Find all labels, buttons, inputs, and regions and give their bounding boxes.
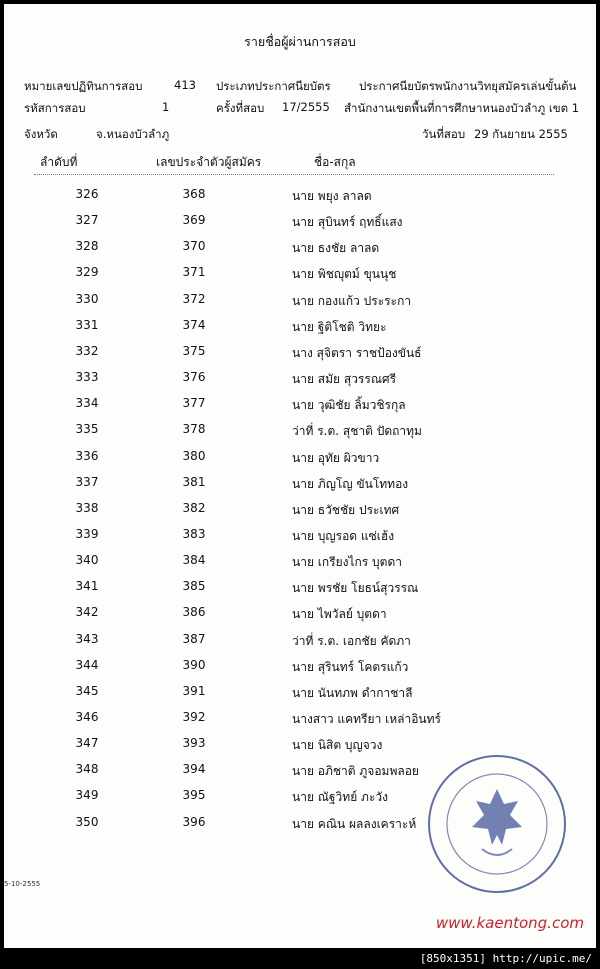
row-order: 329 xyxy=(75,265,99,280)
table-row xyxy=(4,265,596,285)
row-name: นาย อภิชาติ ภูจอมพลอย xyxy=(292,764,419,779)
exam-date-label: วันที่สอบ xyxy=(422,127,466,141)
row-applicant-no: 396 xyxy=(182,814,206,829)
row-name: นางสาว แคทรียา เหล่าอินทร์ xyxy=(292,712,441,726)
row-applicant-no: 392 xyxy=(182,710,206,724)
table-row xyxy=(4,239,596,259)
row-name: นาย วุฒิชัย ลิ้มวชิรกุล xyxy=(292,398,406,413)
table-row xyxy=(4,396,596,416)
row-name: ว่าที่ ร.ต. สุชาติ ปัดถาทุม xyxy=(292,424,422,439)
row-order: 350 xyxy=(75,814,99,829)
cert-type-label: ประเภทประกาศนียบัตร xyxy=(216,79,331,93)
table-row xyxy=(4,187,596,207)
row-name: นาย คณิน ผลลงเคราะห์ xyxy=(292,816,417,831)
row-applicant-no: 386 xyxy=(182,605,206,620)
row-name: นาย บุญรอด แซ่เฮ้ง xyxy=(292,528,395,543)
row-applicant-no: 380 xyxy=(182,448,206,463)
table-row xyxy=(4,449,596,469)
table-row xyxy=(4,422,596,442)
row-applicant-no: 377 xyxy=(182,396,206,411)
row-applicant-no: 381 xyxy=(182,474,206,489)
row-applicant-no: 387 xyxy=(182,631,206,646)
row-name: นาย นันทภพ ดำกาชาลี xyxy=(292,685,413,700)
table-row xyxy=(4,553,596,573)
table-row xyxy=(4,501,596,521)
row-order: 343 xyxy=(75,631,99,646)
table-row xyxy=(4,370,596,390)
exam-code-label: รหัสการสอบ xyxy=(24,101,86,115)
table-row xyxy=(4,213,596,233)
row-applicant-no: 371 xyxy=(182,265,206,280)
table-row xyxy=(4,292,596,312)
row-applicant-no: 369 xyxy=(182,213,206,228)
row-applicant-no: 375 xyxy=(182,343,206,358)
exam-center-value: 413 xyxy=(174,78,196,92)
row-name: นาย ณัฐวิทย์ ภะวัง xyxy=(292,790,388,805)
row-name: นาย เกรียงไกร บุตดา xyxy=(292,555,402,570)
row-order: 328 xyxy=(75,239,99,254)
row-applicant-no: 384 xyxy=(182,553,206,568)
column-order: ลำดับที่ xyxy=(40,155,78,169)
row-name: ว่าที่ ร.ต. เอกชัย คัดภา xyxy=(292,633,411,648)
row-applicant-no: 376 xyxy=(182,370,206,385)
exam-date-value: 29 กันยายน 2555 xyxy=(474,127,568,141)
row-order: 336 xyxy=(75,448,99,463)
table-row xyxy=(4,658,596,678)
row-order: 340 xyxy=(75,553,99,568)
row-order: 338 xyxy=(75,500,99,515)
row-name: นาย พยุง ลาลด xyxy=(292,189,372,203)
table-row xyxy=(4,475,596,495)
row-order: 331 xyxy=(75,317,99,332)
province-value: จ.หนองบัวลำภู xyxy=(96,127,170,141)
row-order: 346 xyxy=(75,710,99,724)
table-row xyxy=(4,605,596,625)
table-row xyxy=(4,344,596,364)
row-name: นาย ฐิติโชติ วิทยะ xyxy=(292,319,387,334)
round-label: ครั้งที่สอบ xyxy=(216,101,265,115)
row-name: นาย พรชัย โยธน์สุวรรณ xyxy=(292,581,419,596)
row-name: นาย สุบินทร์ ฤทธิ์แสง xyxy=(292,215,403,230)
row-order: 326 xyxy=(75,187,99,201)
row-applicant-no: 394 xyxy=(182,762,206,777)
row-applicant-no: 378 xyxy=(182,422,206,437)
header-divider xyxy=(34,174,554,175)
footer-date: 5-10-2555 xyxy=(4,880,41,888)
row-name: นาย พิชญุตม์ ขุนนุช xyxy=(292,267,397,282)
row-order: 347 xyxy=(75,736,99,751)
row-applicant-no: 395 xyxy=(182,788,206,803)
row-applicant-no: 391 xyxy=(182,683,206,698)
office-value: สำนักงานเขตพื้นที่การศึกษาหนองบัวลำภู เขต 1 xyxy=(344,101,580,115)
row-applicant-no: 383 xyxy=(182,526,206,541)
row-applicant-no: 390 xyxy=(182,657,206,672)
table-row xyxy=(4,710,596,730)
row-order: 337 xyxy=(75,474,99,489)
column-name: ชื่อ-สกุล xyxy=(314,155,356,169)
row-order: 332 xyxy=(75,343,99,358)
row-name: นาย นิสิต บุญจวง xyxy=(292,738,383,753)
row-name: นาย กองแก้ว ประระกา xyxy=(292,293,412,308)
round-value: 17/2555 xyxy=(282,100,330,114)
row-applicant-no: 382 xyxy=(182,500,206,515)
row-applicant-no: 372 xyxy=(182,291,206,306)
row-order: 333 xyxy=(75,370,99,385)
row-applicant-no: 370 xyxy=(182,239,206,254)
table-row xyxy=(4,632,596,652)
row-name: นาย ไพวัลย์ บุตดา xyxy=(292,607,387,622)
row-order: 342 xyxy=(75,605,99,620)
row-name: นาย ธวัชชัย ประเทศ xyxy=(292,502,400,517)
watermark: www.kaentong.com xyxy=(435,914,584,932)
row-applicant-no: 385 xyxy=(182,579,206,594)
row-name: นาง สุจิตรา ราชป้องขันธ์ xyxy=(292,345,422,360)
cert-type-value: ประกาศนียบัตรพนักงานวิทยุสมัครเล่นขั้นต้น xyxy=(359,79,577,93)
official-seal-icon xyxy=(422,749,572,899)
row-order: 348 xyxy=(75,762,99,777)
column-applicant-no: เลขประจำตัวผู้สมัคร xyxy=(156,155,262,169)
row-applicant-no: 393 xyxy=(182,736,206,751)
province-label: จังหวัด xyxy=(24,127,58,141)
image-info-text: [850x1351] http://upic.me/ xyxy=(419,952,592,965)
exam-center-label: หมายเลขปฏิทินการสอบ xyxy=(24,79,143,93)
exam-code-value: 1 xyxy=(162,100,170,114)
row-applicant-no: 374 xyxy=(182,317,206,332)
row-name: นาย อุทัย ผิวขาว xyxy=(292,450,380,465)
row-applicant-no: 368 xyxy=(182,187,206,201)
table-row xyxy=(4,684,596,704)
row-order: 341 xyxy=(75,579,99,594)
row-order: 345 xyxy=(75,683,99,698)
document-title: รายชื่อผู้ผ่านการสอบ xyxy=(244,34,356,49)
row-order: 334 xyxy=(75,396,99,411)
image-info-bar xyxy=(0,950,600,969)
row-order: 339 xyxy=(75,526,99,541)
row-order: 330 xyxy=(75,291,99,306)
row-order: 349 xyxy=(75,788,99,803)
row-name: นาย สมัย สุวรรณศรี xyxy=(292,372,397,387)
row-order: 335 xyxy=(75,422,99,437)
row-name: นาย ภิญโญ ขันโททอง xyxy=(292,476,409,491)
row-name: นาย ธงชัย ลาลด xyxy=(292,241,380,256)
row-order: 327 xyxy=(75,213,99,228)
table-row xyxy=(4,318,596,338)
document-page xyxy=(4,4,596,948)
table-row xyxy=(4,527,596,547)
row-name: นาย สุรินทร์ โคตรแก้ว xyxy=(292,659,409,674)
row-order: 344 xyxy=(75,657,99,672)
table-row xyxy=(4,579,596,599)
